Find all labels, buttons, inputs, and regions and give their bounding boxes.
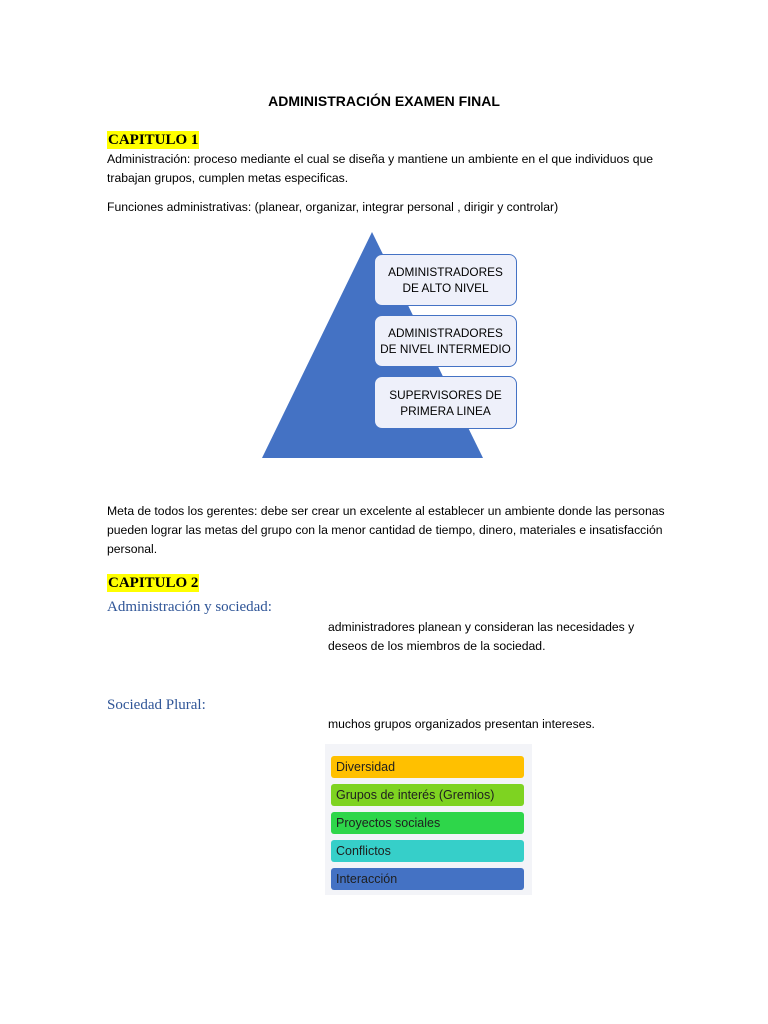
pyramid-level-bottom	[374, 376, 517, 429]
chapter-1-heading: CAPITULO 1	[108, 132, 199, 148]
plural-society-text: muchos grupos organizados presentan intereses.	[328, 717, 595, 731]
pyramid-level-middle	[374, 315, 517, 367]
list-item-interaccion: Interacción	[331, 868, 524, 890]
managers-goal: Meta de todos los gerentes: debe ser crear un excelente al establecer un ambiente donde las personas pueden lograr las metas del grupo con la menor cantidad de tiempo, dinero, materiales e insatisfacción personal.	[107, 504, 665, 556]
list-item-diversidad: Diversidad	[331, 756, 524, 778]
administration-definition: Administración: proceso mediante el cual se diseña y mantiene un ambiente en el que individuos que trabajan grupos, cumplen metas especificas.	[107, 152, 654, 185]
section-administration-society: Administración y sociedad:	[107, 599, 272, 615]
pyramid-level-middle-label: ADMINISTRADORES DE NIVEL INTERMEDIO	[380, 326, 511, 356]
list-item-conflictos: Conflictos	[331, 840, 524, 862]
list-item-proyectos-sociales: Proyectos sociales	[331, 812, 524, 834]
pyramid-level-top	[374, 254, 517, 306]
list-item-grupos-interes: Grupos de interés (Gremios)	[331, 784, 524, 806]
administrative-functions: Funciones administrativas: (planear, organizar, integrar personal , dirigir y controlar)	[107, 200, 559, 214]
document-title: ADMINISTRACIÓN EXAMEN FINAL	[268, 93, 500, 109]
chapter-2-heading: CAPITULO 2	[108, 575, 199, 591]
pyramid-level-bottom-label: SUPERVISORES DE PRIMERA LINEA	[389, 387, 502, 418]
administration-society-text: administradores planean y consideran las necesidades y deseos de los miembros de la sociedad.	[328, 620, 635, 653]
section-plural-society: Sociedad Plural:	[107, 697, 206, 713]
pyramid-level-top-label: ADMINISTRADORES DE ALTO NIVEL	[388, 265, 503, 295]
